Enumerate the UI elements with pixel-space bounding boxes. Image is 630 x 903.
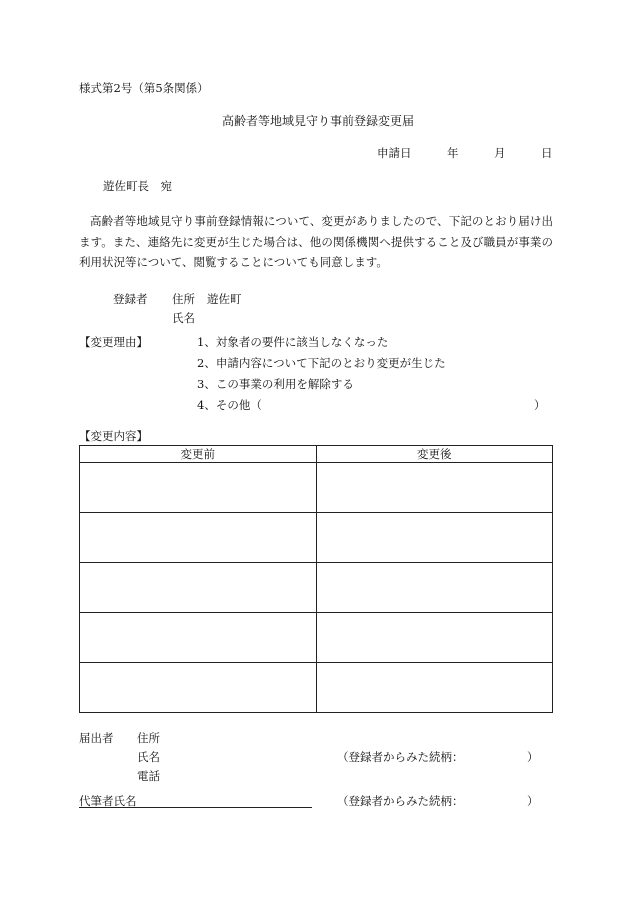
changes-table bbox=[79, 445, 553, 713]
proxy-name-line[interactable] bbox=[79, 794, 312, 808]
cell-before[interactable] bbox=[80, 663, 317, 713]
reason-item: 4、その他（ bbox=[197, 398, 262, 412]
cell-after[interactable] bbox=[316, 663, 553, 713]
table-row bbox=[80, 463, 553, 513]
addressee: 遊佐町長 宛 bbox=[103, 179, 172, 193]
table-row bbox=[80, 613, 553, 663]
cell-after[interactable] bbox=[316, 613, 553, 663]
notifier-relation-close: ） bbox=[527, 750, 539, 764]
proxy-name-label: 代筆者氏名 bbox=[79, 794, 137, 808]
body-paragraph: 高齢者等地域見守り事前登録情報について、変更がありましたので、下記のとおり届け出ます。また、連絡先に変更が生じた場合は、他の関係機関へ提供すること及び職員が事業の利用状況等について、閲覧することについても同意します。 bbox=[79, 214, 553, 269]
cell-after[interactable] bbox=[316, 463, 553, 513]
reason-label: 【変更理由】 bbox=[79, 335, 148, 349]
registrant-address-value: 遊佐町 bbox=[207, 292, 242, 306]
table-row bbox=[80, 563, 553, 613]
reason-item: 2、申請内容について下記のとおり変更が生じた bbox=[197, 356, 446, 370]
reason-item: 1、対象者の要件に該当しなくなった bbox=[197, 335, 389, 349]
notifier-name-label: 氏名 bbox=[137, 750, 160, 764]
reason-other-close: ） bbox=[534, 398, 546, 412]
cell-before[interactable] bbox=[80, 513, 317, 563]
proxy-relation-label: （登録者からみた続柄： bbox=[337, 794, 464, 808]
cell-after[interactable] bbox=[316, 563, 553, 613]
column-header-after: 変更後 bbox=[316, 446, 553, 463]
date-month-label: 月 bbox=[494, 146, 506, 160]
cell-before[interactable] bbox=[80, 563, 317, 613]
table-row bbox=[80, 663, 553, 713]
proxy-relation-close: ） bbox=[527, 794, 539, 808]
registrant-address-label: 住所 bbox=[172, 292, 195, 306]
registrant-name-label: 氏名 bbox=[172, 311, 195, 325]
notifier-relation-label: （登録者からみた続柄： bbox=[337, 750, 464, 764]
form-number: 様式第2号（第5条関係） bbox=[79, 81, 209, 95]
cell-after[interactable] bbox=[316, 513, 553, 563]
date-year-label: 年 bbox=[447, 146, 459, 160]
date-day-label: 日 bbox=[541, 146, 553, 160]
page-title: 高齢者等地域見守り事前登録変更届 bbox=[222, 114, 415, 128]
notifier-address-label: 住所 bbox=[137, 731, 160, 745]
column-header-before: 変更前 bbox=[80, 446, 317, 463]
cell-before[interactable] bbox=[80, 463, 317, 513]
changes-label: 【変更内容】 bbox=[79, 429, 148, 443]
cell-before[interactable] bbox=[80, 613, 317, 663]
registrant-label: 登録者 bbox=[113, 292, 148, 306]
notifier-phone-label: 電話 bbox=[137, 769, 160, 783]
table-header-row bbox=[80, 446, 553, 463]
date-label: 申請日 bbox=[377, 146, 412, 160]
table-row bbox=[80, 513, 553, 563]
reason-item: 3、この事業の利用を解除する bbox=[197, 377, 354, 391]
notifier-label: 届出者 bbox=[79, 731, 114, 745]
